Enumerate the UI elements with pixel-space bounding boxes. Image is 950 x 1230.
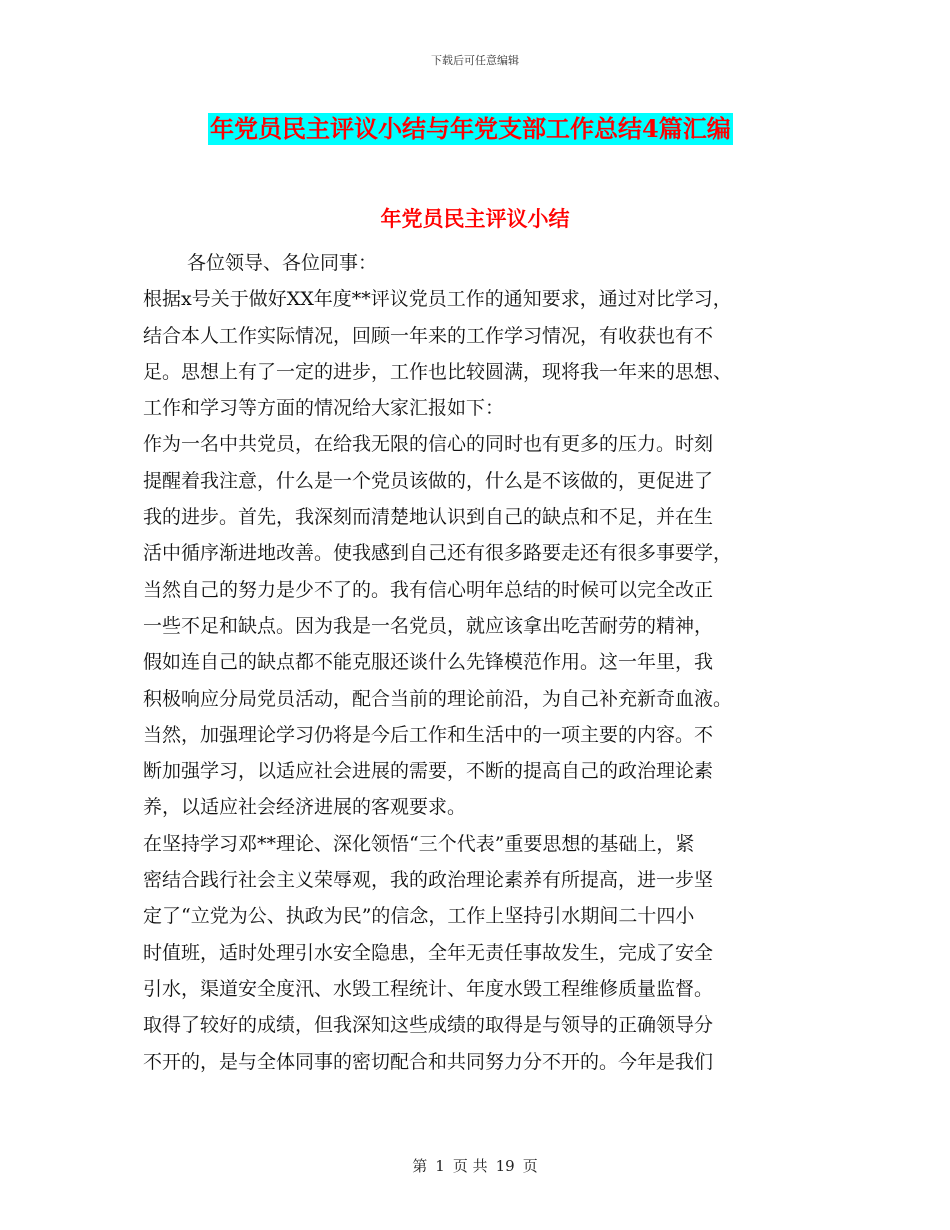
footer-suffix: 页 <box>522 1157 538 1175</box>
body-line: 结合本人工作实际情况，回顾一年来的工作学习情况，有收获也有不 <box>143 324 714 347</box>
body-line: 作为一名中共党员，在给我无限的信心的同时也有更多的压力。时刻 <box>143 433 714 456</box>
body-line: 足。思想上有了一定的进步，工作也比较圆满，现将我一年来的思想、 <box>143 360 733 383</box>
body-line: 提醒着我注意，什么是一个党员该做的，什么是不该做的，更促进了 <box>143 469 714 492</box>
body-line: 工作和学习等方面的情况给大家汇报如下： <box>143 397 505 420</box>
body-line: 引水，渠道安全度汛、水毁工程统计、年度水毁工程维修质量监督。 <box>143 977 714 1000</box>
footer-page-number: 1 <box>435 1157 445 1175</box>
header-note: 下载后可任意编辑 <box>431 54 519 67</box>
body-line: 断加强学习，以适应社会进展的需要，不断的提高自己的政治理论素 <box>143 760 714 783</box>
body-line: 一些不足和缺点。因为我是一名党员，就应该拿出吃苦耐劳的精神， <box>143 614 714 637</box>
footer-total-pages: 19 <box>495 1157 515 1175</box>
section-title: 年党员民主评议小结 <box>380 206 570 231</box>
document-body <box>143 245 823 1080</box>
page-footer <box>0 1155 950 1176</box>
footer-mid: 页 共 <box>452 1157 488 1175</box>
body-line: 时值班，适时处理引水安全隐患，全年无责任事故发生，完成了安全 <box>143 941 714 964</box>
document-title: 年党员民主评议小结与年党支部工作总结4篇汇编 <box>210 114 731 143</box>
body-line: 假如连自己的缺点都不能克服还谈什么先锋模范作用。这一年里，我 <box>143 651 714 674</box>
body-line: 在坚持学习邓**理论、深化领悟“三个代表”重要思想的基础上，紧 <box>143 832 695 855</box>
body-line: 根据x号关于做好XX年度**评议党员工作的通知要求，通过对比学习， <box>143 288 732 311</box>
body-line: 积极响应分局党员活动，配合当前的理论前沿，为自己补充新奇血液。 <box>143 687 733 710</box>
body-line: 当然，加强理论学习仍将是今后工作和生活中的一项主要的内容。不 <box>143 723 714 746</box>
footer-prefix: 第 <box>412 1157 428 1175</box>
body-line: 定了“立党为公、执政为民”的信念，工作上坚持引水期间二十四小 <box>143 905 695 928</box>
body-line: 密结合践行社会主义荣辱观，我的政治理论素养有所提高，进一步坚 <box>143 869 714 892</box>
body-line: 养，以适应社会经济进展的客观要求。 <box>143 796 467 819</box>
body-line: 取得了较好的成绩，但我深知这些成绩的取得是与领导的正确领导分 <box>143 1014 714 1037</box>
body-line: 我的进步。首先，我深刻而清楚地认识到自己的缺点和不足，并在生 <box>143 506 714 529</box>
body-line: 各位领导、各位同事： <box>187 252 378 274</box>
body-line: 活中循序渐进地改善。使我感到自己还有很多路要走还有很多事要学， <box>143 542 733 565</box>
body-line: 不开的，是与全体同事的密切配合和共同努力分不开的。今年是我们 <box>143 1050 714 1073</box>
body-line: 当然自己的努力是少不了的。我有信心明年总结的时候可以完全改正 <box>143 578 714 601</box>
